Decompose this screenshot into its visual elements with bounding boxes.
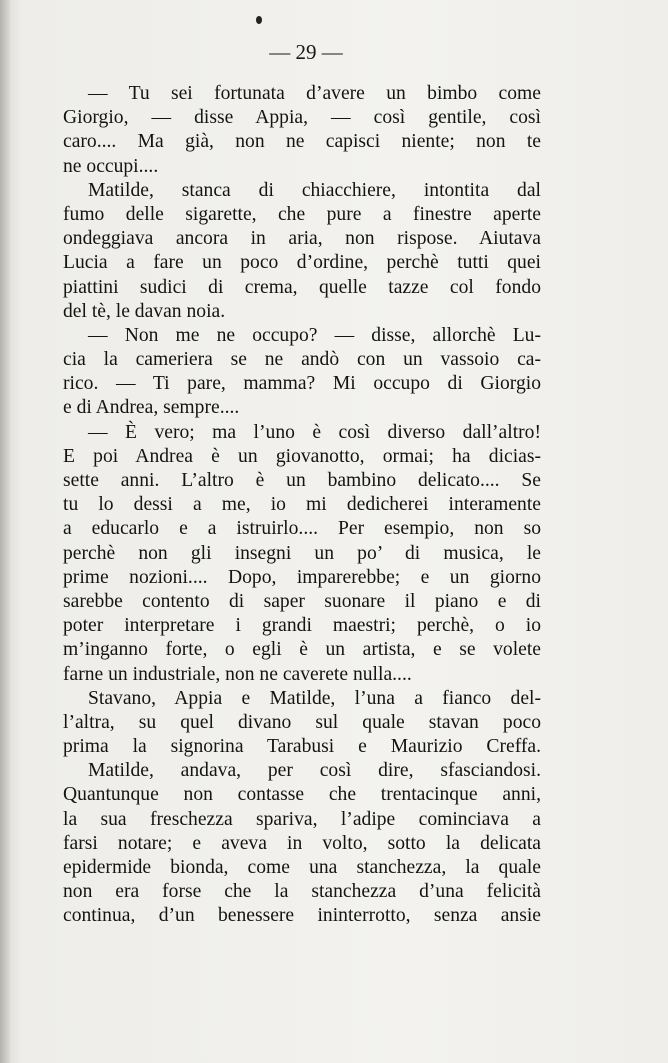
text-line: epidermide bionda, come una stanchezza, la quale	[63, 857, 541, 878]
text-line: sette anni. L’altro è un bambino delicato.... Se	[63, 470, 541, 491]
text-line: ne occupi....	[63, 155, 159, 177]
text-line: continua, d’un benessere ininterrotto, senza ansie	[63, 905, 541, 927]
text-line: caro.... Ma già, non ne capisci niente; non te	[63, 131, 541, 153]
text-line: prima la signorina Tarabusi e Maurizio Creffa.	[63, 736, 541, 758]
text-line: — Non me ne occupo? — disse, allorchè Lu-	[88, 324, 541, 346]
text-line: piattini sudici di crema, quelle tazze col fondo	[63, 276, 541, 298]
text-line: poter interpretare i grandi maestri; perchè, o io	[63, 615, 541, 637]
text-line: cia la cameriera se ne andò con un vassoio ca-	[63, 349, 541, 371]
text-line: Quantunque non contasse che trentacinque anni,	[63, 784, 541, 806]
text-line: fumo delle sigarette, che pure a finestre aperte	[63, 203, 541, 225]
text-line: Giorgio, — disse Appia, — così gentile, così	[63, 107, 541, 129]
text-line: ondeggiava ancora in aria, non rispose. Aiutava	[63, 228, 541, 250]
page-gutter-shadow	[0, 0, 10, 1063]
text-line: farsi notare; e aveva in volto, sotto la delicata	[63, 832, 541, 854]
text-line: farne un industriale, non ne caverete nulla....	[63, 663, 412, 685]
text-line: prime nozioni.... Dopo, imparerebbe; e un giorno	[63, 566, 541, 588]
text-line: Matilde, stanca di chiacchiere, intontita dal	[88, 179, 541, 201]
text-line: sarebbe contento di saper suonare il piano e di	[63, 590, 541, 612]
text-line: l’altra, su quel divano sul quale stavan poco	[63, 711, 541, 733]
text-line: — È vero; ma l’uno è così diverso dall’altro!	[88, 421, 541, 443]
body-text	[63, 82, 541, 929]
text-line: Stavano, Appia e Matilde, l’una a fianco del-	[88, 687, 541, 709]
text-line: perchè non gli insegni un po’ di musica, le	[63, 542, 541, 564]
text-line: tu lo dessi a me, io mi dedicherei interamente	[63, 494, 541, 516]
text-line: Lucia a fare un poco d’ordine, perchè tutti quei	[63, 252, 541, 274]
text-line: la sua freschezza spariva, l’adipe cominciava a	[63, 808, 541, 830]
text-line: rico. — Ti pare, mamma? Mi occupo di Giorgio	[63, 373, 541, 395]
ink-dot	[256, 16, 262, 24]
text-line: E poi Andrea è un giovanotto, ormai; ha dicias-	[63, 445, 541, 467]
text-line: m’inganno forte, o egli è un artista, e se volete	[63, 639, 541, 661]
page-number: — 29 —	[269, 40, 343, 64]
text-line: non era forse che la stanchezza d’una felicità	[63, 881, 541, 903]
text-line: del tè, le davan noia.	[63, 300, 226, 322]
text-line: Matilde, andava, per così dire, sfasciandosi.	[88, 760, 541, 782]
text-line: a educarlo e a istruirlo.... Per esempio, non so	[63, 518, 541, 540]
text-line: e di Andrea, sempre....	[63, 397, 240, 419]
text-line: — Tu sei fortunata d’avere un bimbo come	[88, 83, 541, 104]
